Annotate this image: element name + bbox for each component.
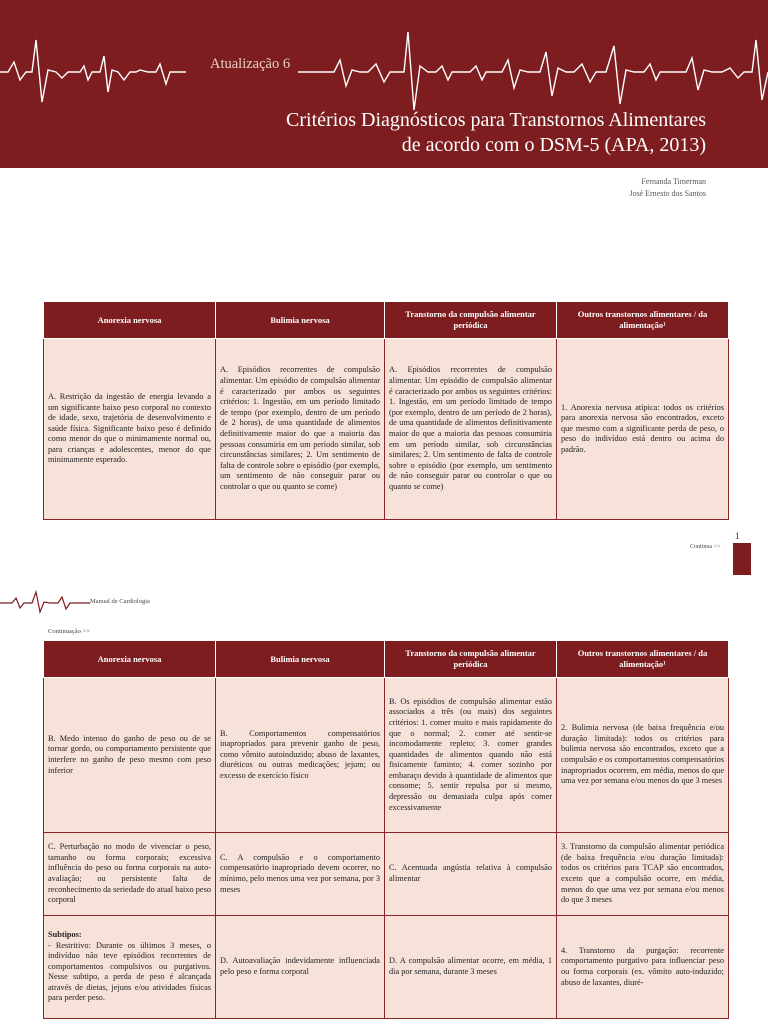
cell-tcap-c: C. Acentuada angústia relativa à compulsão alimentar xyxy=(385,833,557,916)
cell-outros-2: 2. Bulimia nervosa (de baixa frequência e/ou duração limitada): todos os critérios para bulimia nervosa são encontrados, exceto que a compulsão e os comportamentos compensatórios inapropriados ocorrem, em média, menos do que uma vez por semana e/ou menos do que 3 meses xyxy=(557,678,729,833)
cell-anorexia-b: B. Medo intenso do ganho de peso ou de se tornar gordo, ou comportamento persistente que interfere no ganho de peso mesmo com peso inferior xyxy=(44,678,216,833)
header-outros: Outros transtornos alimentares / da alimentação¹ xyxy=(557,641,729,678)
subtipo-restritivo: - Restritivo: Durante os últimos 3 meses, o indivíduo não teve episódios recorrentes de comportamentos compulsivos ou purgativos. Nesse subtipo, a perda de peso é alcançada através de dietas, jejuns e/ou atividades físicas para perder peso. xyxy=(48,940,211,1003)
table-header-row xyxy=(44,641,729,678)
header-tcap: Transtorno da compulsão alimentar periódica xyxy=(385,302,557,339)
page-title xyxy=(286,108,706,158)
header-anorexia: Anorexia nervosa xyxy=(44,302,216,339)
ecg-small-icon xyxy=(0,590,90,614)
header-anorexia: Anorexia nervosa xyxy=(44,641,216,678)
continuacao-label: Continuação >> xyxy=(48,628,90,635)
cell-bulimia-d: D. Autoavaliação indevidamente influenciada pelo peso e forma corporal xyxy=(216,916,385,1019)
title-line-1: Critérios Diagnósticos para Transtornos Alimentares xyxy=(286,109,706,131)
cell-tcap-d: D. A compulsão alimentar ocorre, em média, 1 dia por semana, durante 3 meses xyxy=(385,916,557,1019)
table-row xyxy=(44,339,729,520)
cell-anorexia-a: A. Restrição da ingestão de energia levando a um significante baixo peso corporal no contexto de idade, sexo, trajetória de desenvolvimento e saúde física. Significante baixo peso é definido como menor do que o minimamente normal ou, para crianças e adolescentes, menor do que minimamente esperado. xyxy=(44,339,216,520)
authors xyxy=(629,176,706,200)
manual-label: Manual de Cardiologia xyxy=(90,598,150,605)
header-bulimia: Bulimia nervosa xyxy=(216,641,385,678)
page-number: 1 xyxy=(735,531,740,541)
cell-tcap-a: A. Episódios recorrentes de compulsão alimentar. Um episódio de compulsão alimentar é caracterizado por ambos os seguintes critérios: 1. Ingestão, em um período limitado de tempo (por exemplo, dentro de um período de 2 horas), de uma quantidade de alimentos definitivamente maior do que a maioria das pessoas consumiria em um período similar, sob circunstâncias similares; 2. Um sentimento de falta de controle sobre o episódio (por exemplo, um sentimento de não conseguir parar ou controlar o que ou quanto se come) xyxy=(385,339,557,520)
continua-link[interactable]: Continua >> xyxy=(690,544,721,550)
cell-anorexia-subtipos xyxy=(44,916,216,1019)
header-tcap: Transtorno da compulsão alimentar periódica xyxy=(385,641,557,678)
page-marker xyxy=(733,543,751,575)
table-row xyxy=(44,833,729,916)
cell-bulimia-a: A. Episódios recorrentes de compulsão alimentar. Um episódio de compulsão alimentar é caracterizado por ambos os seguintes critérios: 1. Ingestão, em um período limitado de tempo (por exemplo, dentro de um período de 2 horas), de uma quantidade de alimentos definitivamente maior do que a maioria das pessoas consumiria em um período similar, sob circunstâncias similares; 2. Um sentimento de falta de controle sobre o episódio (por exemplo, um sentimento de não conseguir parar ou controlar o que ou quanto se come) xyxy=(216,339,385,520)
table-header-row xyxy=(44,302,729,339)
cell-bulimia-c: C. A compulsão e o comportamento compensatório inapropriado devem ocorrer, no mínimo, pelo menos uma vez por semana, por 3 meses xyxy=(216,833,385,916)
criteria-table-1 xyxy=(43,301,729,520)
cell-outros-1: 1. Anorexia nervosa atípica: todos os critérios para anorexia nervosa são encontrados, exceto que mesmo com a significante perda de peso, o peso do indivíduo está dentro ou acima do padrão. xyxy=(557,339,729,520)
criteria-table-2 xyxy=(43,640,729,1019)
cell-anorexia-c: C. Perturbação no modo de vivenciar o peso, tamanho ou forma corporais; excessiva influência do peso ou forma corporais na auto-avaliação; ou persistente falta de reconhecimento da seriedade do atual baixo peso corporal xyxy=(44,833,216,916)
table-row xyxy=(44,916,729,1019)
subtipos-label: Subtipos: xyxy=(48,929,82,939)
header-banner xyxy=(0,0,768,168)
header-outros: Outros transtornos alimentares / da alimentação¹ xyxy=(557,302,729,339)
cell-bulimia-b: B. Comportamentos compensatórios inapropriados para prevenir ganho de peso, como vômito autoinduzido; abuso de laxantes, diuréticos ou outras medicações; jejum; ou excesso de exercício físico xyxy=(216,678,385,833)
header-bulimia: Bulimia nervosa xyxy=(216,302,385,339)
author-2: José Ernesto dos Santos xyxy=(629,189,706,198)
cell-outros-4: 4. Transtorno da purgação: recorrente comportamento purgativo para influenciar peso ou forma corporais (ex. vômito auto-induzido; abuso de laxantes, diuré- xyxy=(557,916,729,1019)
table-row xyxy=(44,678,729,833)
cell-outros-3: 3. Transtorno da compulsão alimentar periódica (de baixa frequência e/ou duração limitada): todos os critérios para TCAP são encontrados, exceto que a compulsão ocorre, em média, menos do que uma vez por semana e/ou menos do que 3 meses xyxy=(557,833,729,916)
cell-tcap-b: B. Os episódios de compulsão alimentar estão associados a três (ou mais) dos seguintes critérios: 1. comer muito e mais rapidamente do que o normal; 2. comer até sentir-se incomodamente repleto; 3. comer grandes quantidades de alimentos quando não está fisicamente faminto; 4. comer sozinho por embaraço devido à quantidade de alimentos que consome; 5. sentir repulsa por si mesmo, depressão ou demasiada culpa após comer excessivamente xyxy=(385,678,557,833)
update-label: Atualização 6 xyxy=(210,56,291,72)
author-1: Fernanda Timerman xyxy=(641,177,706,186)
title-line-2: de acordo com o DSM-5 (APA, 2013) xyxy=(401,134,706,156)
